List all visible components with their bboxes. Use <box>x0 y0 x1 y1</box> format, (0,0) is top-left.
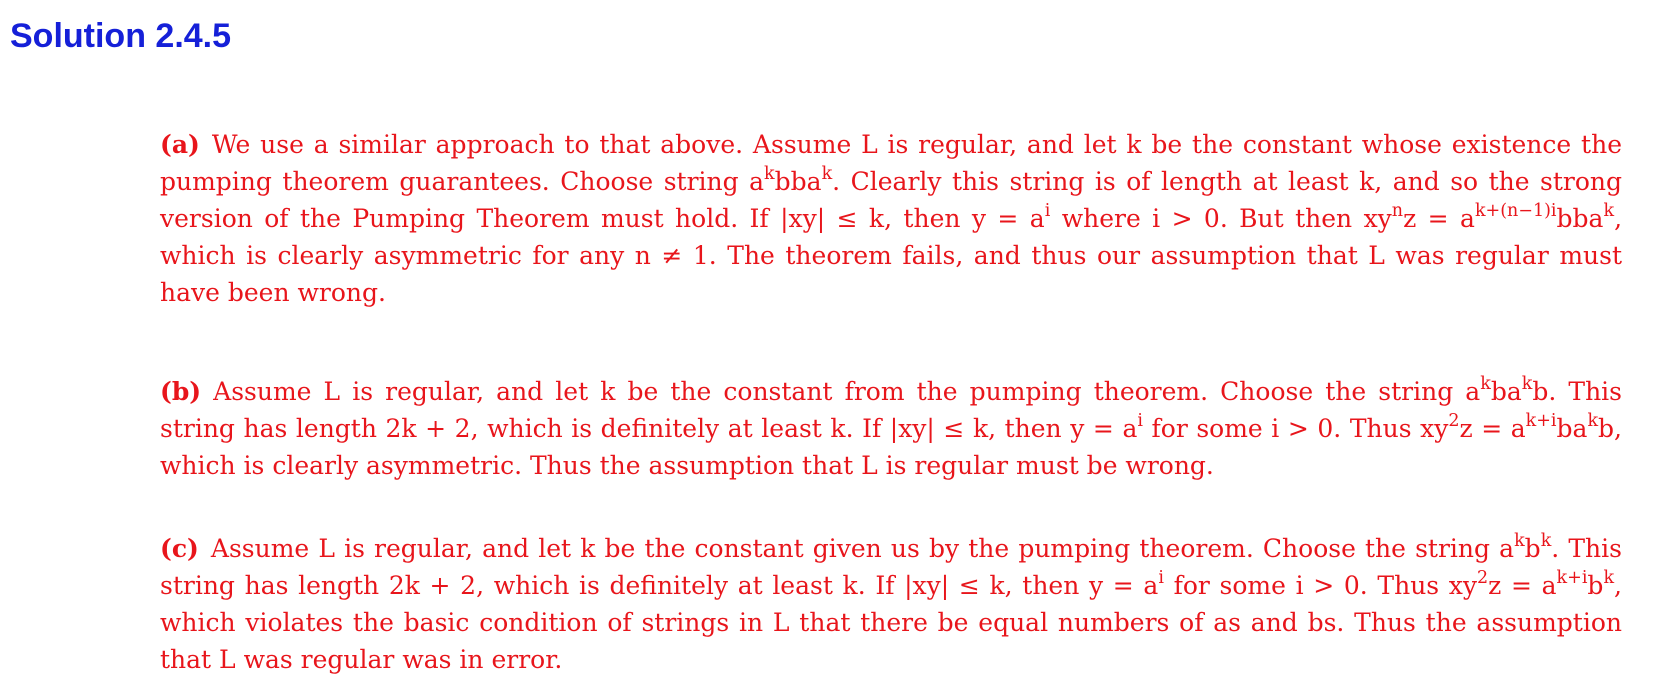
page-title: Solution 2.4.5 <box>10 17 232 55</box>
part-label: (c) <box>160 534 199 563</box>
part-text: z = a <box>1403 204 1475 233</box>
part-text: z = a <box>1488 571 1557 600</box>
exponent: k+(n−1)i <box>1474 200 1557 221</box>
part-text: for some i > 0. Thus xy <box>1163 571 1478 600</box>
solution-part-b <box>160 373 1622 484</box>
exponent: k <box>1540 530 1552 551</box>
part-text: bba <box>774 167 822 196</box>
part-text: b <box>1524 534 1541 563</box>
exponent: n <box>1391 200 1404 221</box>
exponent: k <box>1514 530 1525 551</box>
part-text: b, which is clearly asymmetric. Thus the assumption that L is regular must be wrong. <box>160 414 1622 480</box>
exponent: k <box>821 163 833 184</box>
part-text: b. This string has length 2k + 2, which is definitely at least k. If |xy| ≤ k, then y = a <box>160 377 1623 443</box>
part-text: , which is clearly asymmetric for any n ≠ 1. The theorem fails, and thus our assumption that L was regular must have been wrong. <box>160 204 1623 307</box>
part-text: . Clearly this string is of length at least k, and so the strong version of the Pumping Theorem must hold. If |xy| ≤ k, then y = a <box>160 167 1623 233</box>
exponent: k <box>1587 410 1599 431</box>
exponent: k <box>1480 373 1491 394</box>
part-text: We use a similar approach to that above. Assume L is regular, and let k be the constant whose existence the pumping theorem guarantees. Choose string a <box>160 130 1622 196</box>
part-text: for some i > 0. Thus xy <box>1142 414 1449 443</box>
part-text: , which violates the basic condition of strings in L that there be equal numbers of as and bs. Thus the assumption that L was regular was in error. <box>160 571 1622 674</box>
exponent: 2 <box>1448 410 1460 431</box>
exponent: k <box>764 163 775 184</box>
exponent: i <box>1158 567 1164 588</box>
part-text: ba <box>1490 377 1522 406</box>
exponent: k+i <box>1525 410 1557 431</box>
part-text: bba <box>1556 204 1604 233</box>
solution-part-c <box>160 530 1622 678</box>
part-text: Assume L is regular, and let k be the constant given us by the pumping theorem. Choose the string a <box>210 534 1515 563</box>
part-text: where i > 0. But then xy <box>1050 204 1392 233</box>
exponent: i <box>1044 200 1051 221</box>
part-text: Assume L is regular, and let k be the constant from the pumping theorem. Choose the string a <box>213 377 1481 406</box>
part-text: . This string has length 2k + 2, which is definitely at least k. If |xy| ≤ k, then y = a <box>160 534 1622 600</box>
exponent: k <box>1603 200 1615 221</box>
part-label: (a) <box>160 130 200 159</box>
part-label: (b) <box>160 377 202 406</box>
exponent: i <box>1137 410 1143 431</box>
exponent: k <box>1521 373 1533 394</box>
part-text: ba <box>1556 414 1588 443</box>
exponent: k+i <box>1556 567 1588 588</box>
exponent: 2 <box>1477 567 1489 588</box>
part-text: b <box>1587 571 1604 600</box>
part-text: z = a <box>1459 414 1526 443</box>
exponent: k <box>1603 567 1615 588</box>
solution-part-a <box>160 126 1622 311</box>
